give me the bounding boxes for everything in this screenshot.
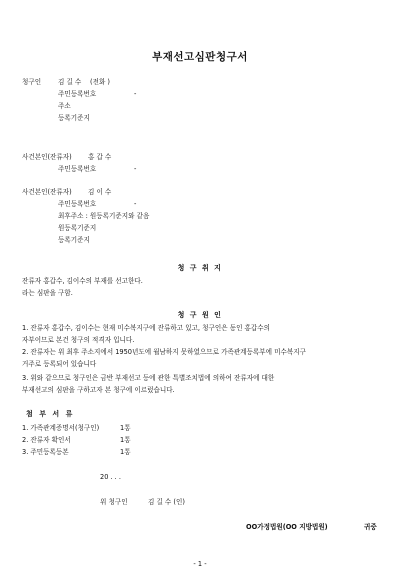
attachment-item-name: 1. 가족관계증명서(청구인)	[22, 424, 100, 432]
person1-name: 홍 갑 수	[88, 153, 112, 161]
person2-orig-base: 원등록기준지	[58, 224, 97, 232]
person1-reg-dash: -	[134, 165, 137, 173]
page-number: - 1 -	[193, 560, 207, 568]
attachment-item-name: 3. 주민등록등본	[22, 448, 69, 456]
person1-reg-no: 주민등록번호	[58, 165, 97, 173]
person2-label: 사건본인(잔류자)	[22, 188, 72, 196]
claimant-reg-dash: -	[134, 90, 137, 98]
purpose-line: 잔류자 홍갑수, 김이수의 부재를 선고한다.	[22, 277, 143, 285]
person2-last-address: 최후주소 : 원등록기준지와 같음	[58, 212, 150, 220]
signature-prefix: 위 청구인	[100, 498, 128, 506]
claimant-phone: (전화 )	[90, 78, 110, 86]
person1-label: 사건본인(잔류자)	[22, 153, 72, 161]
cause-heading: 청 구 원 인	[177, 311, 223, 319]
attachment-item-count: 1통	[120, 436, 131, 444]
attachments-heading: 첨 부 서 류	[26, 410, 75, 418]
claimant-name: 김 길 수	[58, 78, 82, 86]
cause-line: 부재선고의 심판을 구하고자 본 청구에 이르렀습니다.	[22, 386, 175, 394]
claimant-address: 주소	[58, 102, 71, 110]
attachment-item-count: 1통	[120, 448, 131, 456]
attachment-item-count: 1통	[120, 424, 131, 432]
cause-line: 자부이므로 본건 청구의 적격자 입니다.	[22, 336, 135, 344]
purpose-heading: 청 구 취 지	[177, 264, 223, 272]
cause-line: 거주로 등록되어 있습니다	[22, 360, 97, 368]
person2-reg-dash: -	[134, 200, 137, 208]
signature-name: 김 길 수 (인)	[148, 498, 185, 506]
purpose-line: 라는 심판을 구함.	[22, 289, 73, 297]
person2-reg-no: 주민등록번호	[58, 200, 97, 208]
claimant-base-address: 등록기준지	[58, 114, 90, 122]
cause-line: 3. 위와 같으므로 청구인은 금반 부재선고 등에 관한 특별조치법에 의하여 잔류자에 대한	[22, 374, 275, 382]
page-title: 부재선고심판청구서	[152, 51, 248, 63]
cause-line: 2. 잔류자는 위 최후 주소지에서 1950년도에 월남하지 못하였으므로 가족관계등록부에 미수복지구	[22, 348, 306, 356]
cause-line: 1. 잔류자 홍갑수, 김이수는 현재 미수복지구에 잔류하고 있고, 청구인은 동인 홍갑수의	[22, 324, 271, 332]
claimant-label: 청구인	[22, 78, 42, 86]
person2-name: 김 이 수	[88, 188, 112, 196]
court-name: OO가정법원(OO 지방법원)	[246, 523, 328, 531]
attachment-item-name: 2. 잔류자 확인서	[22, 436, 71, 444]
person2-base: 등록기준지	[58, 236, 90, 244]
date-line: 20 . . .	[100, 473, 121, 481]
court-suffix: 귀중	[364, 523, 377, 531]
claimant-reg-no: 주민등록번호	[58, 90, 97, 98]
